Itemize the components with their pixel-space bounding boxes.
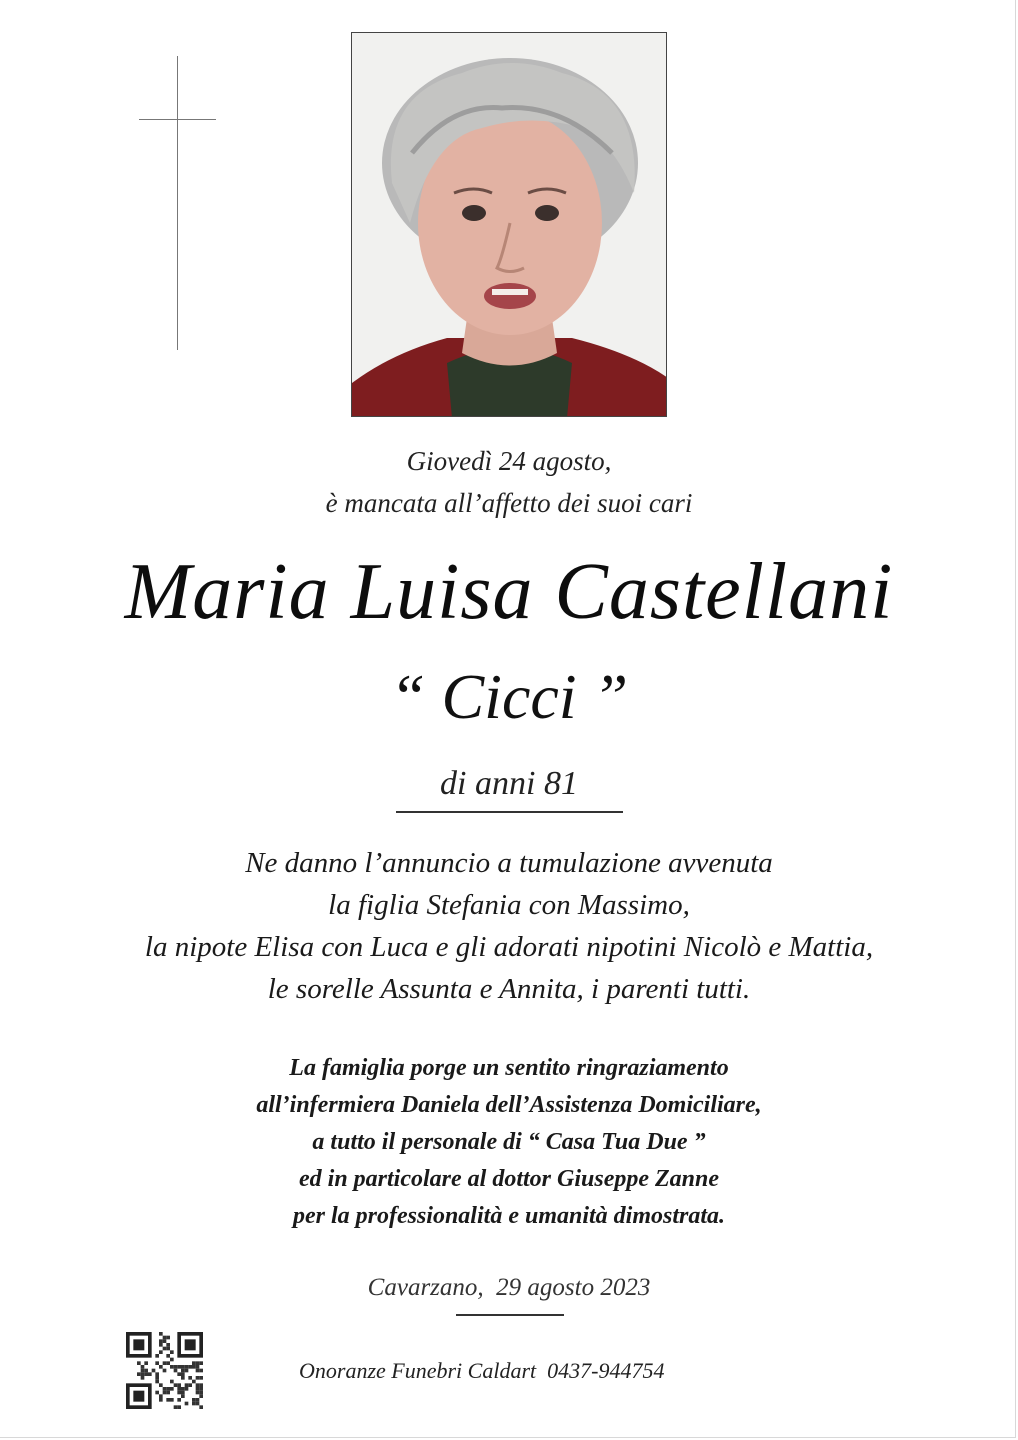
portrait-photo bbox=[351, 32, 667, 417]
qr-code-icon[interactable] bbox=[126, 1332, 203, 1409]
intro-line: Giovedì 24 agosto, bbox=[406, 446, 612, 476]
intro-text bbox=[0, 440, 1018, 524]
announcement-line: la figlia Stefania con Massimo, bbox=[328, 889, 690, 921]
thanks-text bbox=[0, 1050, 1018, 1235]
intro-line: è mancata all’affetto dei suoi cari bbox=[325, 488, 693, 518]
deceased-nickname: “ Cicci ” bbox=[389, 661, 629, 732]
divider-line bbox=[396, 811, 623, 813]
announcement-line: Ne danno l’annuncio a tumulazione avvenuta bbox=[245, 847, 773, 879]
divider-line bbox=[456, 1314, 564, 1316]
place-date: Cavarzano, 29 agosto 2023 bbox=[367, 1274, 651, 1301]
announcement-text bbox=[0, 842, 1018, 1010]
thanks-line: ed in particolare al dottor Giuseppe Zanne bbox=[299, 1166, 719, 1192]
thanks-line: per la professionalità e umanità dimostrata. bbox=[292, 1203, 726, 1229]
announcement-line: la nipote Elisa con Luca e gli adorati nipotini Nicolò e Mattia, bbox=[144, 931, 874, 963]
deceased-name: Maria Luisa Castellani bbox=[124, 548, 894, 636]
thanks-line: La famiglia porge un sentito ringraziamento bbox=[289, 1055, 729, 1081]
thanks-line: a tutto il personale di “ Casa Tua Due ” bbox=[312, 1129, 706, 1155]
thanks-line: all’infermiera Daniela dell’Assistenza Domiciliare, bbox=[256, 1092, 762, 1118]
funeral-home-info: Onoranze Funebri Caldart 0437-944754 bbox=[299, 1358, 665, 1383]
deceased-age: di anni 81 bbox=[440, 765, 578, 802]
announcement-line: le sorelle Assunta e Annita, i parenti tutti. bbox=[267, 973, 751, 1005]
